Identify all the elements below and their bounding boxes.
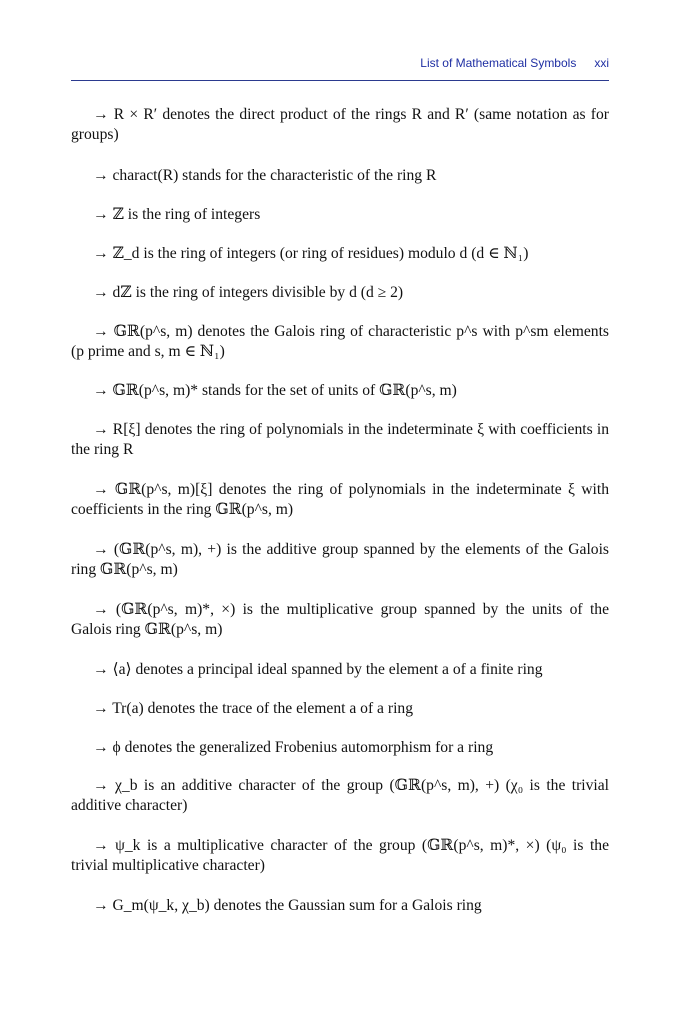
symbol-entry-additive-character: → χ_b is an additive character of the group (𝔾ℝ(p^s, m), +) (χ₀ is the trivial additive character) [71,777,609,814]
symbol-entry-gaussian-sum: → G_m(ψ_k, χ_b) denotes the Gaussian sum for a Galois ring [93,897,482,914]
symbol-entry-divisible-by-d: → dℤ is the ring of integers divisible by d (d ≥ 2) [93,284,404,301]
symbol-list [71,0,609,1024]
symbol-entry-integers-mod-d: → ℤ_d is the ring of integers (or ring of residues) modulo d (d ∈ ℕ₁) [93,245,529,262]
symbol-entry-direct-product: → R × R′ denotes the direct product of the rings R and R′ (same notation as for groups) [71,106,609,143]
section-title: List of Mathematical Symbols [420,56,577,70]
page-number: xxi [594,56,609,70]
symbol-entry-additive-group: → (𝔾ℝ(p^s, m), +) is the additive group spanned by the elements of the Galois ring 𝔾ℝ(p^s, m) [71,541,609,578]
symbol-entry-galois-units: → 𝔾ℝ(p^s, m)* stands for the set of units of 𝔾ℝ(p^s, m) [93,382,457,399]
symbol-entry-multiplicative-group: → (𝔾ℝ(p^s, m)*, ×) is the multiplicative group spanned by the units of the Galois ring 𝔾ℝ(p^s, m) [71,601,609,638]
symbol-entry-frobenius: → ϕ denotes the generalized Frobenius automorphism for a ring [93,739,494,756]
symbol-entry-galois-polynomials: → 𝔾ℝ(p^s, m)[ξ] denotes the ring of polynomials in the indeterminate ξ with coefficients in the ring 𝔾ℝ(p^s, m) [71,481,609,518]
symbol-entry-integers: → ℤ is the ring of integers [93,206,261,223]
symbol-entry-multiplicative-character: → ψ_k is a multiplicative character of the group (𝔾ℝ(p^s, m)*, ×) (ψ₀ is the trivial multiplicative character) [71,837,609,874]
symbol-entry-characteristic: → charact(R) stands for the characteristic of the ring R [93,167,437,184]
symbol-entry-polynomial-ring: → R[ξ] denotes the ring of polynomials in the indeterminate ξ with coefficients in the ring R [71,421,609,458]
symbol-entry-principal-ideal: → ⟨a⟩ denotes a principal ideal spanned by the element a of a finite ring [93,661,543,678]
symbol-entry-trace: → Tr(a) denotes the trace of the element a of a ring [93,700,413,717]
symbol-entry-galois-ring: → 𝔾ℝ(p^s, m) denotes the Galois ring of characteristic p^s with p^sm elements (p prime and s, m ∈ ℕ₁) [71,323,609,360]
